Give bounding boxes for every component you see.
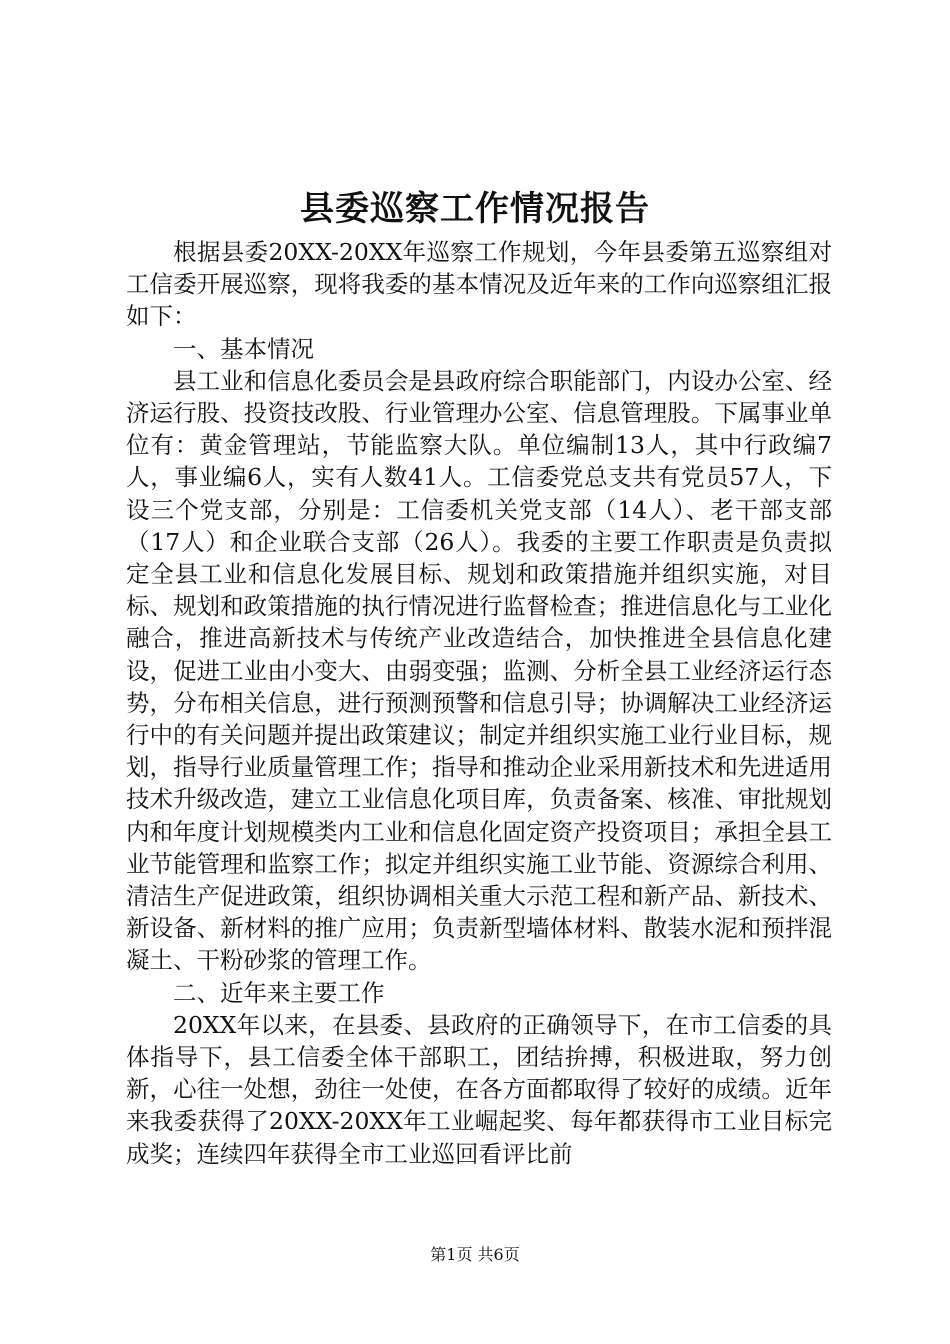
intro-paragraph: 根据县委20XX-20XX年巡察工作规划，今年县委第五巡察组对工信委开展巡察，现将我委的基本情况及近年来的工作向巡察组汇报如下： <box>126 238 832 331</box>
page-number-footer: 第1页 共6页 <box>430 1245 520 1264</box>
section-heading-basic-info: 一、基本情况 <box>173 334 314 363</box>
basic-info-paragraph: 县工业和信息化委员会是县政府综合职能部门，内设办公室、经济运行股、投资技改股、行业管理办公室、信息管理股。下属事业单位有：黄金管理站，节能监察大队。单位编制13人，其中行政编7人，事业编6人，实有人数41人。工信委党总支共有党员57人，下设三个党支部，分别是：工信委机关党支部（14人）、老干部支部（17人）和企业联合支部（26人）。我委的主要工作职责是负责拟定全县工业和信息化发展目标、规划和政策措施并组织实施，对目标、规划和政策措施的执行情况进行监督检查；推进信息化与工业化融合，推进高新技术与传统产业改造结合，加快推进全县信息化建设，促进工业由小变大、由弱变强；监测、分析全县工业经济运行态势，分布相关信息，进行预测预警和信息引导；协调解决工业经济运行中的有关问题并提出政策建议；制定并组织实施工业行业目标，规划，指导行业质量管理工作；指导和推动企业采用新技术和先进适用技术升级改造，建立工业信息化项目库，负责备案、核准、审批规划内和年度计划规模类内工业和信息化固定资产投资项目；承担全县工业节能管理和监察工作；拟定并组织实施工业节能、资源综合利用、清洁生产促进政策，组织协调相关重大示范工程和新产品、新技术、新设备、新材料的推广应用；负责新型墙体材料、散装水泥和预拌混凝土、干粉砂浆的管理工作。 <box>126 366 832 975</box>
document-body <box>126 236 832 1170</box>
section-heading-main-work: 二、近年来主要工作 <box>173 978 385 1007</box>
document-title: 县委巡察工作情况报告 <box>300 189 650 229</box>
main-work-paragraph: 20XX年以来，在县委、县政府的正确领导下，在市工信委的具体指导下，县工信委全体干部职工，团结拚搏，积极进取，努力创新，心往一处想，劲往一处使，在各方面都取得了较好的成绩。近年来我委获得了20XX-20XX年工业崛起奖、每年都获得市工业目标完成奖；连续四年获得全市工业巡回看评比前 <box>126 1010 832 1168</box>
